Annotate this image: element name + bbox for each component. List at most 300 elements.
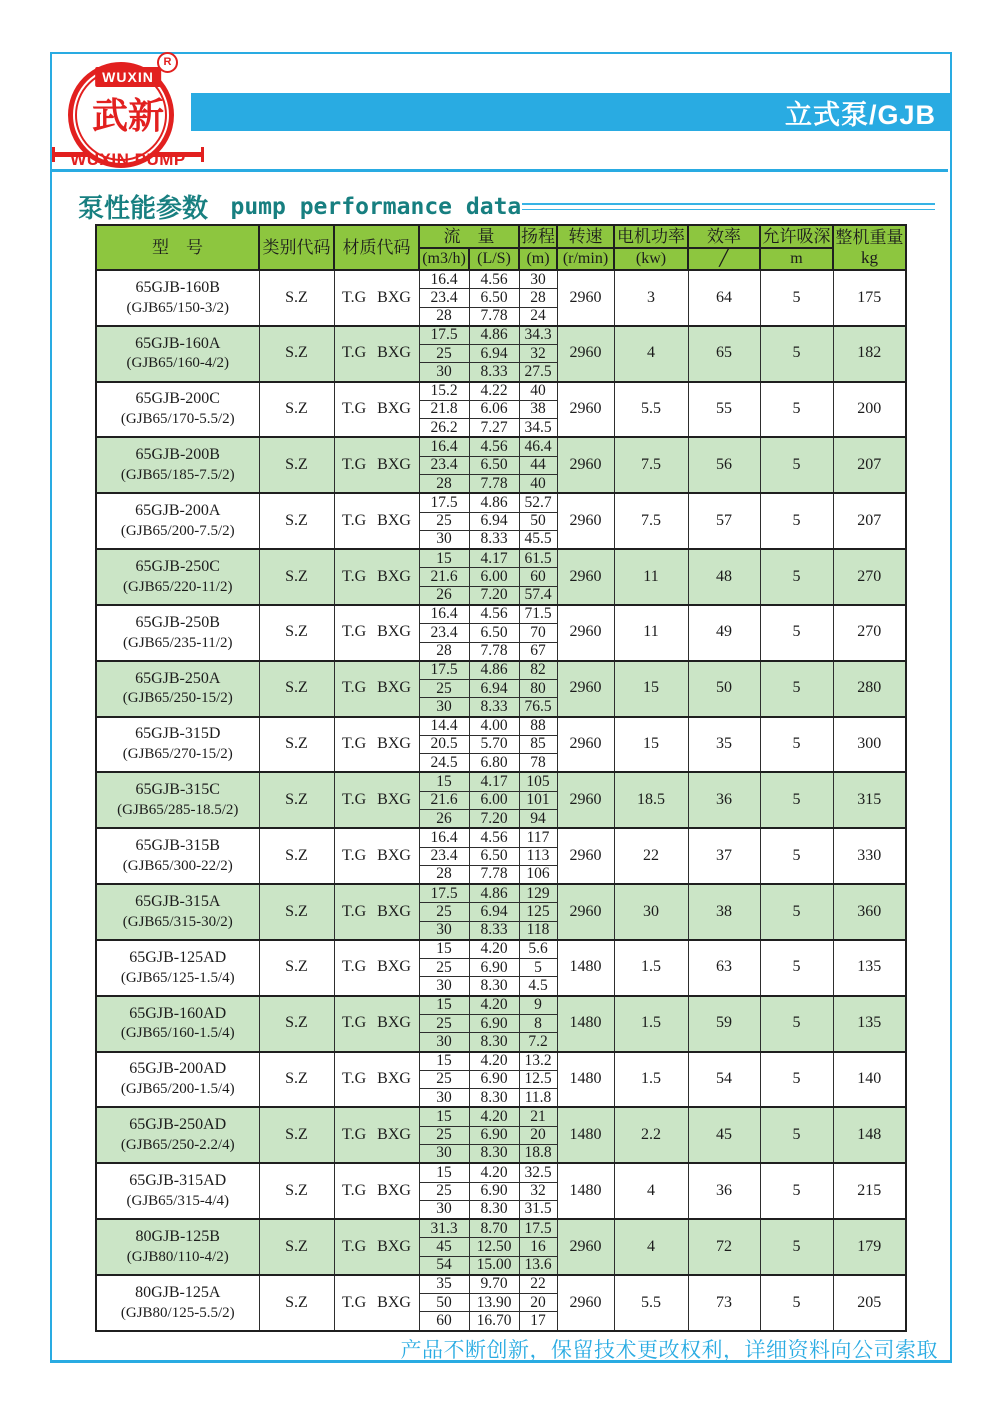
flow-m3h-cell: 30 bbox=[419, 1089, 469, 1108]
flow-ls-cell: 8.33 bbox=[469, 921, 519, 940]
head-cell: 32 bbox=[519, 345, 557, 363]
head-cell: 13.6 bbox=[519, 1256, 557, 1275]
suction-cell: 5 bbox=[760, 940, 833, 996]
suction-cell: 5 bbox=[760, 493, 833, 549]
speed-cell: 2960 bbox=[557, 772, 614, 828]
category-cell: S.Z bbox=[259, 996, 334, 1052]
speed-cell: 2960 bbox=[557, 326, 614, 382]
speed-cell: 1480 bbox=[557, 1107, 614, 1163]
speed-cell: 1480 bbox=[557, 1052, 614, 1108]
weight-cell: 200 bbox=[833, 382, 906, 438]
head-cell: 52.7 bbox=[519, 493, 557, 512]
flow-m3h-cell: 15 bbox=[419, 1107, 469, 1126]
header-suction: 允许吸深 bbox=[760, 225, 833, 248]
head-cell: 46.4 bbox=[519, 437, 557, 456]
model-cell: 65GJB-200A (GJB65/200-7.5/2) bbox=[96, 493, 259, 549]
power-cell: 18.5 bbox=[614, 772, 688, 828]
category-cell: S.Z bbox=[259, 270, 334, 326]
flow-ls-cell: 7.27 bbox=[469, 419, 519, 438]
head-cell: 67 bbox=[519, 642, 557, 661]
flow-m3h-cell: 25 bbox=[419, 680, 469, 698]
flow-m3h-cell: 15 bbox=[419, 1163, 469, 1182]
table-row bbox=[96, 437, 906, 456]
material-cell: T.G BXG bbox=[334, 382, 419, 438]
material-cell: T.G BXG bbox=[334, 1163, 419, 1219]
category-cell: S.Z bbox=[259, 437, 334, 493]
category-cell: S.Z bbox=[259, 1219, 334, 1275]
flow-m3h-cell: 28 bbox=[419, 475, 469, 494]
power-cell: 7.5 bbox=[614, 493, 688, 549]
flow-ls-cell: 8.30 bbox=[469, 1144, 519, 1163]
flow-m3h-cell: 17.5 bbox=[419, 326, 469, 345]
table-row bbox=[96, 884, 906, 903]
category-cell: S.Z bbox=[259, 549, 334, 605]
flow-m3h-cell: 17.5 bbox=[419, 884, 469, 903]
head-cell: 24 bbox=[519, 307, 557, 326]
material-cell: T.G BXG bbox=[334, 549, 419, 605]
efficiency-cell: 56 bbox=[688, 437, 760, 493]
head-cell: 17 bbox=[519, 1312, 557, 1331]
efficiency-cell: 35 bbox=[688, 717, 760, 773]
flow-ls-cell: 7.20 bbox=[469, 810, 519, 829]
efficiency-cell: 48 bbox=[688, 549, 760, 605]
weight-cell: 215 bbox=[833, 1163, 906, 1219]
head-cell: 34.5 bbox=[519, 419, 557, 438]
head-cell: 78 bbox=[519, 754, 557, 773]
flow-m3h-cell: 17.5 bbox=[419, 493, 469, 512]
flow-m3h-cell: 20.5 bbox=[419, 735, 469, 753]
table-body bbox=[96, 270, 906, 1331]
weight-cell: 207 bbox=[833, 437, 906, 493]
efficiency-cell: 36 bbox=[688, 772, 760, 828]
power-cell: 22 bbox=[614, 828, 688, 884]
weight-cell: 330 bbox=[833, 828, 906, 884]
flow-m3h-cell: 23.4 bbox=[419, 289, 469, 307]
material-cell: T.G BXG bbox=[334, 437, 419, 493]
efficiency-cell: 64 bbox=[688, 270, 760, 326]
table-row bbox=[96, 828, 906, 847]
speed-cell: 1480 bbox=[557, 996, 614, 1052]
power-cell: 30 bbox=[614, 884, 688, 940]
flow-m3h-cell: 26 bbox=[419, 810, 469, 829]
flow-m3h-cell: 21.6 bbox=[419, 568, 469, 586]
flow-ls-cell: 8.30 bbox=[469, 1200, 519, 1219]
power-cell: 1.5 bbox=[614, 1052, 688, 1108]
table-row bbox=[96, 940, 906, 959]
category-cell: S.Z bbox=[259, 1107, 334, 1163]
flow-ls-cell: 4.56 bbox=[469, 270, 519, 289]
flow-m3h-cell: 30 bbox=[419, 530, 469, 549]
flow-ls-cell: 4.17 bbox=[469, 549, 519, 568]
category-cell: S.Z bbox=[259, 940, 334, 996]
head-cell: 5 bbox=[519, 959, 557, 977]
power-cell: 5.5 bbox=[614, 382, 688, 438]
head-cell: 118 bbox=[519, 921, 557, 940]
efficiency-cell: 57 bbox=[688, 493, 760, 549]
weight-cell: 205 bbox=[833, 1275, 906, 1331]
flow-ls-cell: 16.70 bbox=[469, 1312, 519, 1331]
head-cell: 16 bbox=[519, 1238, 557, 1256]
weight-cell: 148 bbox=[833, 1107, 906, 1163]
flow-ls-cell: 4.86 bbox=[469, 493, 519, 512]
flow-m3h-cell: 25 bbox=[419, 903, 469, 921]
flow-m3h-cell: 31.3 bbox=[419, 1219, 469, 1238]
flow-ls-cell: 8.33 bbox=[469, 363, 519, 382]
head-cell: 117 bbox=[519, 828, 557, 847]
material-cell: T.G BXG bbox=[334, 605, 419, 661]
table-row bbox=[96, 661, 906, 680]
header-speed: 转速 bbox=[557, 225, 614, 248]
speed-cell: 1480 bbox=[557, 940, 614, 996]
material-cell: T.G BXG bbox=[334, 493, 419, 549]
table-row bbox=[96, 1163, 906, 1182]
category-cell: S.Z bbox=[259, 1275, 334, 1331]
model-cell: 65GJB-200C (GJB65/170-5.5/2) bbox=[96, 382, 259, 438]
flow-ls-cell: 4.86 bbox=[469, 661, 519, 680]
category-cell: S.Z bbox=[259, 1052, 334, 1108]
head-cell: 71.5 bbox=[519, 605, 557, 624]
power-cell: 15 bbox=[614, 661, 688, 717]
weight-cell: 135 bbox=[833, 996, 906, 1052]
suction-cell: 5 bbox=[760, 884, 833, 940]
flow-ls-cell: 8.33 bbox=[469, 698, 519, 717]
category-cell: S.Z bbox=[259, 772, 334, 828]
material-cell: T.G BXG bbox=[334, 884, 419, 940]
head-cell: 57.4 bbox=[519, 586, 557, 605]
flow-m3h-cell: 35 bbox=[419, 1275, 469, 1294]
head-cell: 20 bbox=[519, 1294, 557, 1312]
material-cell: T.G BXG bbox=[334, 1052, 419, 1108]
flow-m3h-cell: 25 bbox=[419, 345, 469, 363]
efficiency-cell: 38 bbox=[688, 884, 760, 940]
speed-cell: 2960 bbox=[557, 437, 614, 493]
head-cell: 40 bbox=[519, 382, 557, 401]
speed-cell: 2960 bbox=[557, 1219, 614, 1275]
speed-cell: 2960 bbox=[557, 1275, 614, 1331]
head-cell: 85 bbox=[519, 735, 557, 753]
weight-cell: 179 bbox=[833, 1219, 906, 1275]
material-cell: T.G BXG bbox=[334, 326, 419, 382]
material-cell: T.G BXG bbox=[334, 996, 419, 1052]
flow-m3h-cell: 54 bbox=[419, 1256, 469, 1275]
header-speed-unit: (r/min) bbox=[557, 248, 614, 270]
header-efficiency: 效率 bbox=[688, 225, 760, 248]
efficiency-cell: 36 bbox=[688, 1163, 760, 1219]
suction-cell: 5 bbox=[760, 828, 833, 884]
suction-cell: 5 bbox=[760, 1275, 833, 1331]
header-model: 型 号 bbox=[96, 225, 259, 270]
power-cell: 11 bbox=[614, 605, 688, 661]
flow-m3h-cell: 30 bbox=[419, 1144, 469, 1163]
head-cell: 125 bbox=[519, 903, 557, 921]
suction-cell: 5 bbox=[760, 437, 833, 493]
head-cell: 32.5 bbox=[519, 1163, 557, 1182]
suction-cell: 5 bbox=[760, 717, 833, 773]
flow-m3h-cell: 15 bbox=[419, 1052, 469, 1071]
header-flow-ls-unit: (L/S) bbox=[469, 248, 519, 270]
flow-ls-cell: 4.20 bbox=[469, 996, 519, 1015]
flow-ls-cell: 12.50 bbox=[469, 1238, 519, 1256]
product-type-bar bbox=[191, 93, 950, 131]
head-cell: 40 bbox=[519, 475, 557, 494]
flow-m3h-cell: 25 bbox=[419, 1015, 469, 1033]
header-category: 类别代码 bbox=[259, 225, 334, 270]
material-cell: T.G BXG bbox=[334, 772, 419, 828]
table-row bbox=[96, 549, 906, 568]
head-cell: 113 bbox=[519, 847, 557, 865]
table-row bbox=[96, 772, 906, 791]
efficiency-cell: 55 bbox=[688, 382, 760, 438]
flow-m3h-cell: 50 bbox=[419, 1294, 469, 1312]
logo-caption: WUXIN PUMP bbox=[70, 150, 186, 169]
suction-cell: 5 bbox=[760, 382, 833, 438]
flow-m3h-cell: 30 bbox=[419, 1200, 469, 1219]
flow-ls-cell: 6.06 bbox=[469, 400, 519, 418]
efficiency-cell: 49 bbox=[688, 605, 760, 661]
head-cell: 28 bbox=[519, 289, 557, 307]
flow-ls-cell: 6.50 bbox=[469, 847, 519, 865]
performance-table bbox=[95, 224, 907, 1332]
header-head: 扬程 bbox=[519, 225, 557, 248]
head-cell: 9 bbox=[519, 996, 557, 1015]
efficiency-cell: 63 bbox=[688, 940, 760, 996]
material-cell: T.G BXG bbox=[334, 828, 419, 884]
flow-ls-cell: 4.22 bbox=[469, 382, 519, 401]
weight-cell: 280 bbox=[833, 661, 906, 717]
model-cell: 80GJB-125B (GJB80/110-4/2) bbox=[96, 1219, 259, 1275]
table-row bbox=[96, 270, 906, 289]
flow-ls-cell: 6.00 bbox=[469, 791, 519, 809]
flow-m3h-cell: 23.4 bbox=[419, 847, 469, 865]
header-weight: 整机重量 kg bbox=[833, 225, 906, 270]
flow-ls-cell: 4.20 bbox=[469, 1052, 519, 1071]
model-cell: 65GJB-315A (GJB65/315-30/2) bbox=[96, 884, 259, 940]
suction-cell: 5 bbox=[760, 270, 833, 326]
weight-cell: 135 bbox=[833, 940, 906, 996]
flow-ls-cell: 7.78 bbox=[469, 865, 519, 884]
flow-m3h-cell: 25 bbox=[419, 512, 469, 530]
flow-m3h-cell: 15 bbox=[419, 940, 469, 959]
header-efficiency-unit: ╱ bbox=[688, 248, 760, 270]
material-cell: T.G BXG bbox=[334, 1275, 419, 1331]
head-cell: 31.5 bbox=[519, 1200, 557, 1219]
model-cell: 65GJB-315C (GJB65/285-18.5/2) bbox=[96, 772, 259, 828]
table-row bbox=[96, 605, 906, 624]
flow-m3h-cell: 30 bbox=[419, 921, 469, 940]
model-cell: 65GJB-160A (GJB65/160-4/2) bbox=[96, 326, 259, 382]
model-cell: 65GJB-250A (GJB65/250-15/2) bbox=[96, 661, 259, 717]
weight-cell: 270 bbox=[833, 549, 906, 605]
flow-ls-cell: 6.50 bbox=[469, 624, 519, 642]
flow-m3h-cell: 30 bbox=[419, 363, 469, 382]
weight-cell: 175 bbox=[833, 270, 906, 326]
head-cell: 17.5 bbox=[519, 1219, 557, 1238]
head-cell: 18.8 bbox=[519, 1144, 557, 1163]
category-cell: S.Z bbox=[259, 326, 334, 382]
flow-m3h-cell: 28 bbox=[419, 642, 469, 661]
table-header bbox=[96, 225, 906, 270]
category-cell: S.Z bbox=[259, 1163, 334, 1219]
head-cell: 11.8 bbox=[519, 1089, 557, 1108]
flow-ls-cell: 7.78 bbox=[469, 307, 519, 326]
weight-cell: 300 bbox=[833, 717, 906, 773]
flow-ls-cell: 6.00 bbox=[469, 568, 519, 586]
head-cell: 30 bbox=[519, 270, 557, 289]
category-cell: S.Z bbox=[259, 382, 334, 438]
header-head-unit: (m) bbox=[519, 248, 557, 270]
flow-m3h-cell: 60 bbox=[419, 1312, 469, 1331]
model-cell: 65GJB-315AD (GJB65/315-4/4) bbox=[96, 1163, 259, 1219]
flow-ls-cell: 13.90 bbox=[469, 1294, 519, 1312]
flow-ls-cell: 5.70 bbox=[469, 735, 519, 753]
efficiency-cell: 73 bbox=[688, 1275, 760, 1331]
head-cell: 8 bbox=[519, 1015, 557, 1033]
head-cell: 13.2 bbox=[519, 1052, 557, 1071]
flow-ls-cell: 6.94 bbox=[469, 345, 519, 363]
section-title bbox=[78, 188, 522, 223]
flow-m3h-cell: 30 bbox=[419, 1033, 469, 1052]
model-cell: 65GJB-160AD (GJB65/160-1.5/4) bbox=[96, 996, 259, 1052]
head-cell: 45.5 bbox=[519, 530, 557, 549]
table-row bbox=[96, 1275, 906, 1294]
speed-cell: 2960 bbox=[557, 549, 614, 605]
flow-m3h-cell: 15 bbox=[419, 772, 469, 791]
flow-ls-cell: 6.90 bbox=[469, 1182, 519, 1200]
flow-ls-cell: 4.20 bbox=[469, 1107, 519, 1126]
efficiency-cell: 54 bbox=[688, 1052, 760, 1108]
efficiency-cell: 72 bbox=[688, 1219, 760, 1275]
suction-cell: 5 bbox=[760, 661, 833, 717]
flow-m3h-cell: 16.4 bbox=[419, 605, 469, 624]
model-cell: 65GJB-200B (GJB65/185-7.5/2) bbox=[96, 437, 259, 493]
head-cell: 76.5 bbox=[519, 698, 557, 717]
material-cell: T.G BXG bbox=[334, 1219, 419, 1275]
head-cell: 60 bbox=[519, 568, 557, 586]
header-suction-unit: m bbox=[760, 248, 833, 270]
speed-cell: 2960 bbox=[557, 884, 614, 940]
speed-cell: 2960 bbox=[557, 828, 614, 884]
head-cell: 88 bbox=[519, 717, 557, 736]
flow-ls-cell: 9.70 bbox=[469, 1275, 519, 1294]
registered-trademark-icon: R bbox=[157, 52, 178, 73]
model-cell: 65GJB-315B (GJB65/300-22/2) bbox=[96, 828, 259, 884]
power-cell: 5.5 bbox=[614, 1275, 688, 1331]
flow-ls-cell: 4.86 bbox=[469, 884, 519, 903]
flow-ls-cell: 6.90 bbox=[469, 1070, 519, 1088]
suction-cell: 5 bbox=[760, 549, 833, 605]
weight-cell: 270 bbox=[833, 605, 906, 661]
flow-m3h-cell: 26.2 bbox=[419, 419, 469, 438]
table-row bbox=[96, 996, 906, 1015]
flow-ls-cell: 4.56 bbox=[469, 437, 519, 456]
power-cell: 11 bbox=[614, 549, 688, 605]
head-cell: 21 bbox=[519, 1107, 557, 1126]
head-cell: 7.2 bbox=[519, 1033, 557, 1052]
model-cell: 65GJB-250C (GJB65/220-11/2) bbox=[96, 549, 259, 605]
table-row bbox=[96, 382, 906, 401]
power-cell: 3 bbox=[614, 270, 688, 326]
logo-chinese-name: 武新 bbox=[91, 96, 165, 136]
flow-ls-cell: 8.30 bbox=[469, 1033, 519, 1052]
head-cell: 20 bbox=[519, 1126, 557, 1144]
power-cell: 2.2 bbox=[614, 1107, 688, 1163]
flow-ls-cell: 4.20 bbox=[469, 1163, 519, 1182]
flow-ls-cell: 4.17 bbox=[469, 772, 519, 791]
speed-cell: 2960 bbox=[557, 717, 614, 773]
head-cell: 61.5 bbox=[519, 549, 557, 568]
speed-cell: 2960 bbox=[557, 605, 614, 661]
power-cell: 1.5 bbox=[614, 940, 688, 996]
suction-cell: 5 bbox=[760, 1219, 833, 1275]
material-cell: T.G BXG bbox=[334, 270, 419, 326]
flow-m3h-cell: 21.6 bbox=[419, 791, 469, 809]
head-cell: 80 bbox=[519, 680, 557, 698]
wuxin-logo bbox=[58, 54, 198, 172]
flow-ls-cell: 15.00 bbox=[469, 1256, 519, 1275]
speed-cell: 2960 bbox=[557, 382, 614, 438]
model-cell: 65GJB-250AD (GJB65/250-2.2/4) bbox=[96, 1107, 259, 1163]
head-cell: 44 bbox=[519, 456, 557, 474]
head-cell: 22 bbox=[519, 1275, 557, 1294]
efficiency-cell: 65 bbox=[688, 326, 760, 382]
flow-m3h-cell: 15.2 bbox=[419, 382, 469, 401]
flow-m3h-cell: 16.4 bbox=[419, 828, 469, 847]
flow-ls-cell: 6.94 bbox=[469, 512, 519, 530]
header-power: 电机功率 bbox=[614, 225, 688, 248]
model-cell: 65GJB-125AD (GJB65/125-1.5/4) bbox=[96, 940, 259, 996]
head-cell: 5.6 bbox=[519, 940, 557, 959]
power-cell: 1.5 bbox=[614, 996, 688, 1052]
head-cell: 32 bbox=[519, 1182, 557, 1200]
weight-cell: 140 bbox=[833, 1052, 906, 1108]
head-cell: 12.5 bbox=[519, 1070, 557, 1088]
suction-cell: 5 bbox=[760, 1107, 833, 1163]
power-cell: 4 bbox=[614, 1219, 688, 1275]
header-flow-m3h-unit: (m3/h) bbox=[419, 248, 469, 270]
head-cell: 4.5 bbox=[519, 977, 557, 996]
head-cell: 105 bbox=[519, 772, 557, 791]
flow-m3h-cell: 25 bbox=[419, 1182, 469, 1200]
head-cell: 34.3 bbox=[519, 326, 557, 345]
speed-cell: 2960 bbox=[557, 270, 614, 326]
flow-m3h-cell: 15 bbox=[419, 996, 469, 1015]
flow-ls-cell: 7.20 bbox=[469, 586, 519, 605]
flow-ls-cell: 8.30 bbox=[469, 977, 519, 996]
speed-cell: 1480 bbox=[557, 1163, 614, 1219]
suction-cell: 5 bbox=[760, 1163, 833, 1219]
section-title-cn: 泵性能参数 bbox=[78, 193, 209, 223]
flow-m3h-cell: 30 bbox=[419, 977, 469, 996]
table-row bbox=[96, 1052, 906, 1071]
table-row bbox=[96, 493, 906, 512]
flow-ls-cell: 7.78 bbox=[469, 642, 519, 661]
flow-m3h-cell: 21.8 bbox=[419, 400, 469, 418]
flow-ls-cell: 4.56 bbox=[469, 605, 519, 624]
suction-cell: 5 bbox=[760, 772, 833, 828]
flow-ls-cell: 6.90 bbox=[469, 959, 519, 977]
flow-m3h-cell: 16.4 bbox=[419, 270, 469, 289]
flow-m3h-cell: 15 bbox=[419, 549, 469, 568]
power-cell: 15 bbox=[614, 717, 688, 773]
flow-ls-cell: 6.90 bbox=[469, 1015, 519, 1033]
flow-ls-cell: 8.30 bbox=[469, 1089, 519, 1108]
table-row bbox=[96, 1219, 906, 1238]
flow-m3h-cell: 14.4 bbox=[419, 717, 469, 736]
head-cell: 106 bbox=[519, 865, 557, 884]
material-cell: T.G BXG bbox=[334, 661, 419, 717]
category-cell: S.Z bbox=[259, 661, 334, 717]
flow-m3h-cell: 28 bbox=[419, 307, 469, 326]
